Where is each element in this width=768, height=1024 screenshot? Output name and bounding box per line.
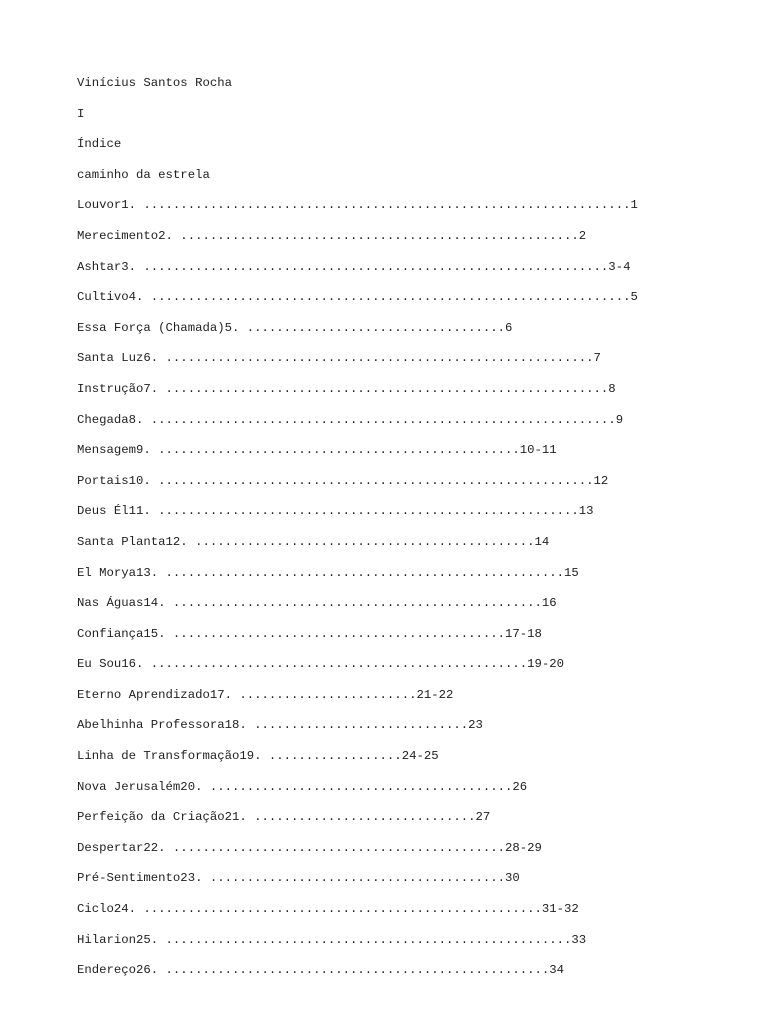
- document-page: [77, 76, 757, 994]
- author-name: Vinícius Santos Rocha: [77, 76, 232, 90]
- toc-entry: Instrução7. ............................................................8: [77, 381, 616, 396]
- toc-entry: Cultivo4. .................................................................5: [77, 290, 638, 305]
- toc-entry: Nova Jerusalém20. .........................................26: [77, 779, 528, 794]
- toc-entry: Despertar22. .............................................28-29: [77, 840, 542, 855]
- toc-entry: Perfeição da Criação21. ..............................27: [77, 810, 491, 825]
- toc-entry: Merecimento2. ......................................................2: [77, 228, 587, 243]
- toc-entry: Endereço26. ....................................................34: [77, 963, 565, 978]
- toc-entry: Ciclo24. ......................................................31-32: [77, 902, 579, 917]
- toc-entry: Louvor1. ..................................................................1: [77, 198, 638, 213]
- toc-entry: Deus Él11. .........................................................13: [77, 504, 594, 519]
- toc-entry: Santa Planta12. ..............................................14: [77, 534, 550, 549]
- table-of-contents: [77, 198, 757, 977]
- toc-entry: Santa Luz6. ..........................................................7: [77, 351, 601, 366]
- index-heading: Índice: [77, 137, 122, 152]
- toc-entry: Eterno Aprendizado17. ........................21-22: [77, 687, 454, 702]
- toc-entry: Essa Força (Chamada)5. ...................................6: [77, 320, 513, 335]
- toc-entry: Portais10. ...........................................................12: [77, 473, 609, 488]
- toc-entry: El Morya13. ......................................................15: [77, 565, 579, 580]
- book-subtitle: caminho da estrela: [77, 167, 210, 182]
- section-numeral: I: [77, 106, 85, 121]
- toc-entry: Hilarion25. .......................................................33: [77, 932, 587, 947]
- toc-entry: Eu Sou16. ...................................................19-20: [77, 657, 565, 672]
- toc-entry: Mensagem9. .................................................10-11: [77, 443, 557, 458]
- toc-entry: Linha de Transformação19. ..................24-25: [77, 749, 439, 764]
- toc-entry: Chegada8. ...............................................................9: [77, 412, 624, 427]
- toc-entry: Confiança15. .............................................17-18: [77, 626, 542, 641]
- toc-entry: Pré-Sentimento23. ........................................30: [77, 871, 520, 886]
- toc-entry: Ashtar3. ...............................................................3-4: [77, 259, 631, 274]
- toc-entry: Nas Águas14. ..................................................16: [77, 596, 557, 611]
- toc-entry: Abelhinha Professora18. .............................23: [77, 718, 483, 733]
